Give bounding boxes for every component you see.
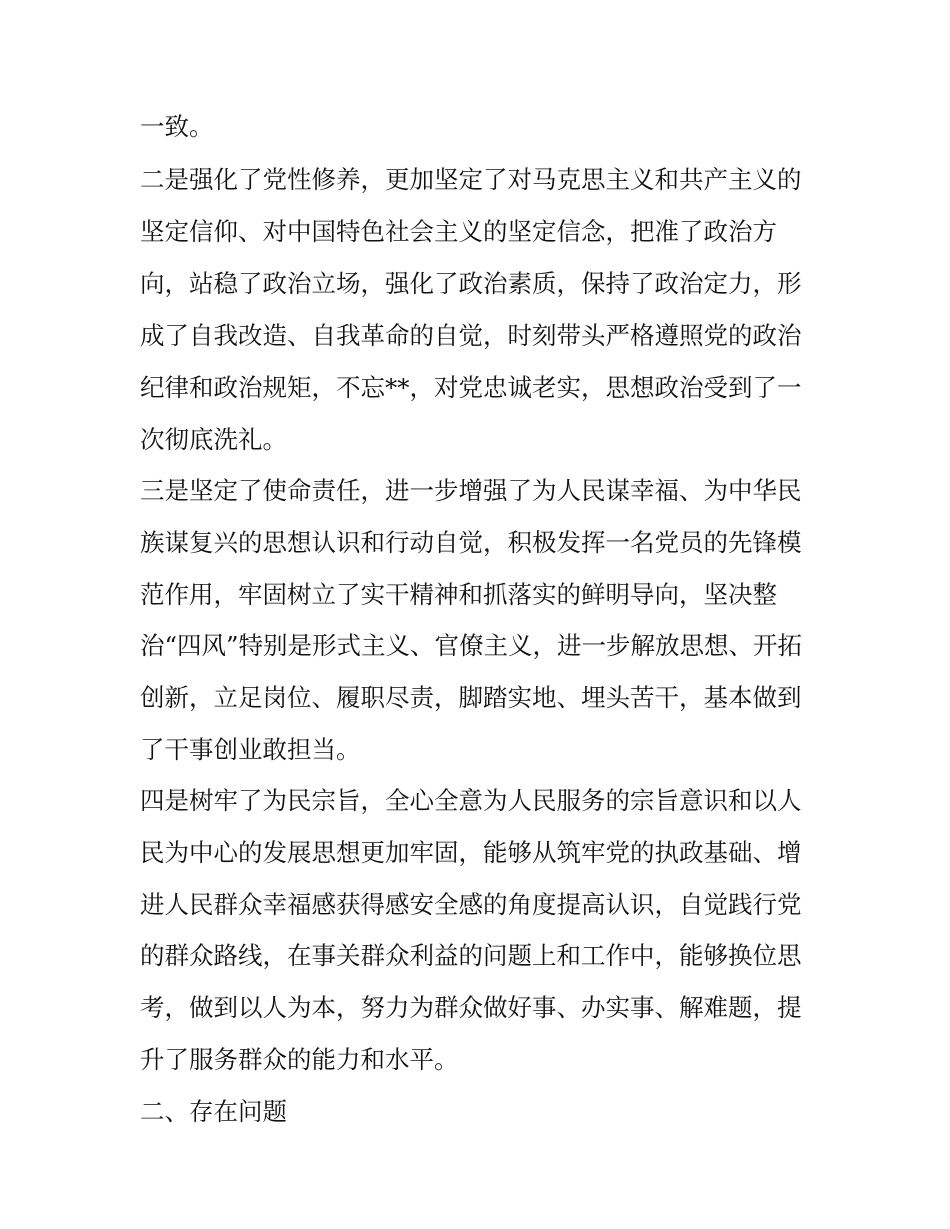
text-line: 次彻底洗礼。 [140,425,287,454]
text-line: 升了服务群众的能力和水平。 [140,1045,459,1074]
text-line: 考，做到以人为本，努力为群众做好事、办实事、解难题，提 [140,993,802,1022]
text-line: 了干事创业敢担当。 [140,735,361,764]
text-line: 治“四风”特别是形式主义、官僚主义，进一步解放思想、开拓 [140,631,803,660]
text-line: 创新，立足岗位、履职尽责，脚踏实地、埋头苦干，基本做到 [140,683,802,712]
text-line: 二是强化了党性修养，更加坚定了对马克思主义和共产主义的 [140,165,802,194]
text-line: 一致。 [140,112,214,141]
text-line: 四是树牢了为民宗旨，全心全意为人民服务的宗旨意识和以人 [140,786,802,815]
text-line: 族谋复兴的思想认识和行动自觉，积极发挥一名党员的先锋模 [140,528,802,557]
section-heading: 二、存在问题 [140,1097,287,1126]
text-line: 三是坚定了使命责任，进一步增强了为人民谋幸福、为中华民 [140,476,802,505]
text-line: 向，站稳了政治立场，强化了政治素质，保持了政治定力，形 [140,269,802,298]
text-line: 坚定信仰、对中国特色社会主义的坚定信念，把准了政治方 [140,217,777,246]
text-line: 进人民群众幸福感获得感安全感的角度提高认识，自觉践行党 [140,890,802,919]
text-line: 范作用，牢固树立了实干精神和抓落实的鲜明导向，坚决整 [140,580,777,609]
text-line: 民为中心的发展思想更加牢固，能够从筑牢党的执政基础、增 [140,838,802,867]
text-line: 成了自我改造、自我革命的自觉，时刻带头严格遵照党的政治 [140,321,802,350]
text-line: 的群众路线，在事关群众利益的问题上和工作中，能够换位思 [140,941,802,970]
text-line: 纪律和政治规矩，不忘**，对党忠诚老实，思想政治受到了一 [140,373,802,402]
